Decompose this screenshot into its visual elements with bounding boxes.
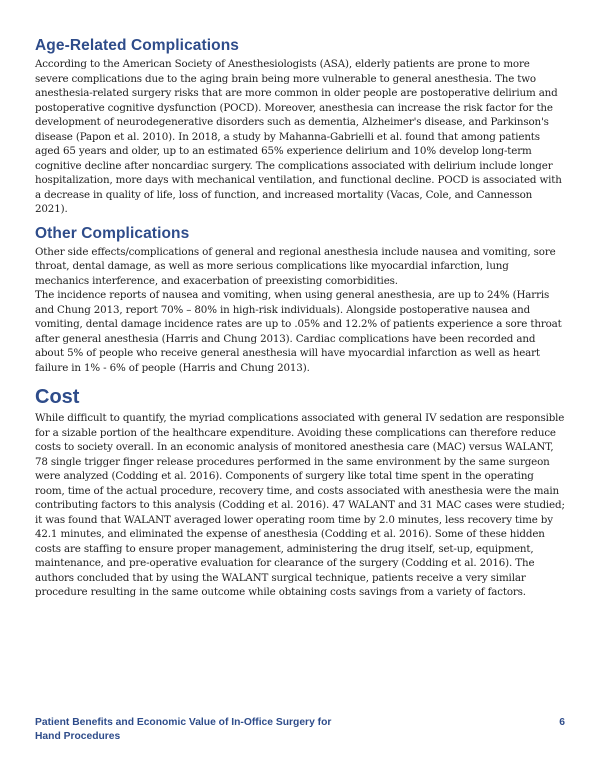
footer-page-number: 6 — [559, 717, 565, 728]
paragraph-cost: While difficult to quantify, the myriad complications associated with general IV sedation are responsible for a sizable portion of the healthcare expenditure. Avoiding these complications can therefore reduce costs to society overall. In an economic analysis of monitored anesthesia care (MAC) versus WALANT, 78 single trigger finger release procedures performed in the same environment by the same surgeon were analyzed (Codding et al. 2016). Components of surgery like total time spent in the operating room, time of the actual procedure, recovery time, and costs associated with anesthesia were the main contributing factors to this analysis (Codding et al. 2016). 47 WALANT and 31 MAC cases were studied; it was found that WALANT averaged lower operating room time by 2.0 minutes, less recovery time by 42.1 minutes, and eliminated the expense of anesthesia (Codding et al. 2016). Some of these hidden costs are staffing to ensure proper management, administering the drug itself, set-up, equipment, maintenance, and pre-operative evaluation for clearance of the surgery (Codding et al. 2016). The authors concluded that by using the WALANT surgical technique, patients receive a very similar procedure resulting in the same outcome while obtaining costs savings from a variety of factors. — [35, 412, 565, 598]
page-content — [35, 37, 565, 600]
paragraph-age-related: According to the American Society of Anesthesiologists (ASA), elderly patients are prone to more severe complications due to the aging brain being more vulnerable to general anesthesia. The two anesthesia-related surgery risks that are more common in older people are postoperative delirium and postoperative cognitive dysfunction (POCD). Moreover, anesthesia can increase the risk factor for the development of neurodegenerative disorders such as dementia, Alzheimer's disease, and Parkinson's disease (Papon et al. 2010). In 2018, a study by Mahanna-Gabrielli et al. found that among patients aged 65 years and older, up to an estimated 65% experience delirium and 10% develop long-term cognitive decline after noncardiac surgery. The complications associated with delirium include longer hospitalization, more days with mechanical ventilation, and functional decline. POCD is associated with a decrease in quality of life, loss of function, and increased mortality (Vacas, Cole, and Cannesson 2021). — [35, 58, 562, 215]
section-heading-age-related: Age-Related Complications — [35, 37, 240, 54]
paragraph-other-complications-2: The incidence reports of nausea and vomiting, when using general anesthesia, are up to 24% (Harris and Chung 2013, report 70% – 80% in high-risk individuals). Alongside postoperative nausea and vomiting, dental damage incidence rates are up to .05% and 12.2% of patients experience a sore throat after general anesthesia (Harris and Chung 2013). Cardiac complications have been recorded and about 5% of people who receive general anesthesia will have myocardial infarction as well as heart failure in 1% - 6% of people (Harris and Chung 2013). — [35, 289, 562, 374]
paragraph-other-complications-1: Other side effects/complications of general and regional anesthesia include nausea and vomiting, sore throat, dental damage, as well as more serious complications like myocardial infarction, lung mechanics interference, and exacerbation of preexisting comorbidities. — [35, 245, 556, 287]
section-heading-cost: Cost — [35, 386, 80, 408]
section-heading-other-complications: Other Complications — [35, 224, 190, 242]
footer-document-title: Patient Benefits and Economic Value of In-Office Surgery for Hand Procedures — [35, 717, 332, 742]
page-footer — [35, 716, 565, 744]
